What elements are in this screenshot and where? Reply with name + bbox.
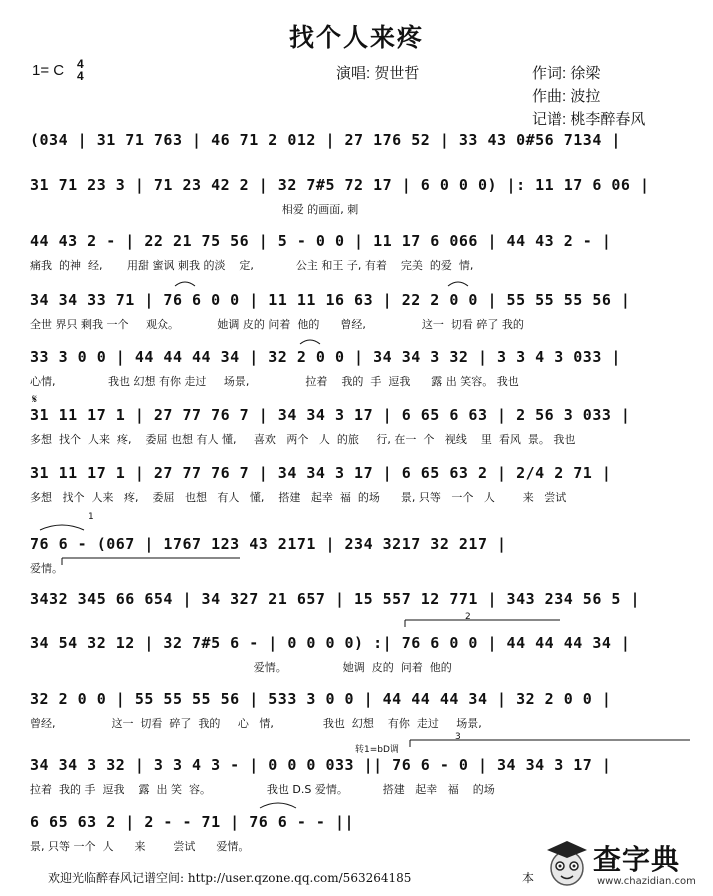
lyric-line: 心情, 我也 幻想 有你 走过 场景, 拉着 我的 手 逗我 露 出 笑容。 我也 [30,375,519,388]
notation-line: 3432 345 66 654 | 34 327 21 657 | 15 557 12 771 | 343 234 56 5 | [30,590,640,608]
notation-line: 34 34 33 71 | 76 6 0 0 | 11 11 16 63 | 22 2 0 0 | 55 55 55 56 | [30,291,631,309]
lyric-line: 爱情。 [30,562,63,575]
logo-wordmark: 查字典 [593,843,681,876]
lyric-line: 拉着 我的 手 逗我 露 出 笑 容。 我也 D.S 爱情。 搭建 起幸 福 的场 [30,783,495,796]
time-signature-top: 4 [77,57,84,71]
notation-line: 76 6 - (067 | 1767 123 43 2171 | 234 3217 32 217 | [30,535,507,553]
composer-credit: 作曲: 波拉 [532,88,601,105]
volta-3-label: 3 [455,732,461,742]
notation-line: 31 11 17 1 | 27 77 76 7 | 34 34 3 17 | 6 65 6 63 | 2 56 3 033 | [30,406,631,424]
transcriber-credit: 记谱: 桃李醉春风 [532,111,646,128]
song-title: 找个人来疼 [288,23,424,52]
modulation-mark: 转1=bD调 [355,745,399,755]
key-signature: 1= C [32,62,65,79]
volta-2-label: 2 [465,612,471,622]
notation-line: (034 | 31 71 763 | 46 71 2 012 | 27 176 52 | 33 43 0#56 7134 | [30,131,621,149]
lyric-line: 痛我 的神 经, 用甜 蜜讽 刺我 的淡 定, 公主 和王 子, 有着 完美 的爱 情, [30,259,474,272]
time-signature-bottom: 4 [77,69,84,83]
site-logo [541,832,709,894]
lyric-line: 景, 只等 一个 人 来 尝试 爱情。 [30,840,250,853]
notation-line: 34 34 3 32 | 3 3 4 3 - | 0 0 0 033 || 76 6 - 0 | 34 34 3 17 | [30,756,612,774]
footer-right-text: 本 [522,871,535,885]
graduate-mascot-icon [545,838,589,888]
lyric-line: 多想 找个 人来 疼, 委屈 也想 有人 懂, 搭建 起幸 福 的场 景, 只等 一个 人 来 尝试 [30,491,567,504]
lyricist-credit: 作词: 徐梁 [532,65,601,82]
notation-line: 31 71 23 3 | 71 23 42 2 | 32 7#5 72 17 | 6 0 0 0) |: 11 17 6 06 | [30,176,650,194]
notation-line: 6 65 63 2 | 2 - - 71 | 76 6 - - || [30,813,355,831]
singer-credit: 演唱: 贺世哲 [336,65,420,82]
lyric-line: 全世 界只 剩我 一个 观众。 她调 皮的 问着 他的 曾经, 这一 切看 碎了 我的 [30,318,524,331]
segno-mark: 𝄋 [32,392,38,406]
lyric-line: 多想 找个 人来 疼, 委屈 也想 有人 懂, 喜欢 两个 人 的旅 行, 在一 个 视线 里 看风 景。 我也 [30,433,576,446]
logo-url: www.chazidian.com [597,876,696,887]
lyric-line: 相爱 的画面, 刺 [30,203,359,216]
notation-line: 32 2 0 0 | 55 55 55 56 | 533 3 0 0 | 44 44 44 34 | 32 2 0 0 | [30,690,612,708]
notation-line: 31 11 17 1 | 27 77 76 7 | 34 34 3 17 | 6 65 63 2 | 2/4 2 71 | [30,464,612,482]
lyric-line: 爱情。 她调 皮的 问着 他的 [30,661,452,674]
notation-line: 33 3 0 0 | 44 44 44 34 | 32 2 0 0 | 34 34 3 32 | 3 3 4 3 033 | [30,348,621,366]
footer-text: 欢迎光临醉春风记谱空间: http://user.qzone.qq.com/563264185 [48,871,412,885]
notation-line: 34 54 32 12 | 32 7#5 6 - | 0 0 0 0) :| 76 6 0 0 | 44 44 44 34 | [30,634,631,652]
notation-line: 44 43 2 - | 22 21 75 56 | 5 - 0 0 | 11 17 6 066 | 44 43 2 - | [30,232,612,250]
lyric-line: 曾经, 这一 切看 碎了 我的 心 情, 我也 幻想 有你 走过 场景, [30,717,482,730]
volta-1-label: 1 [88,512,94,522]
